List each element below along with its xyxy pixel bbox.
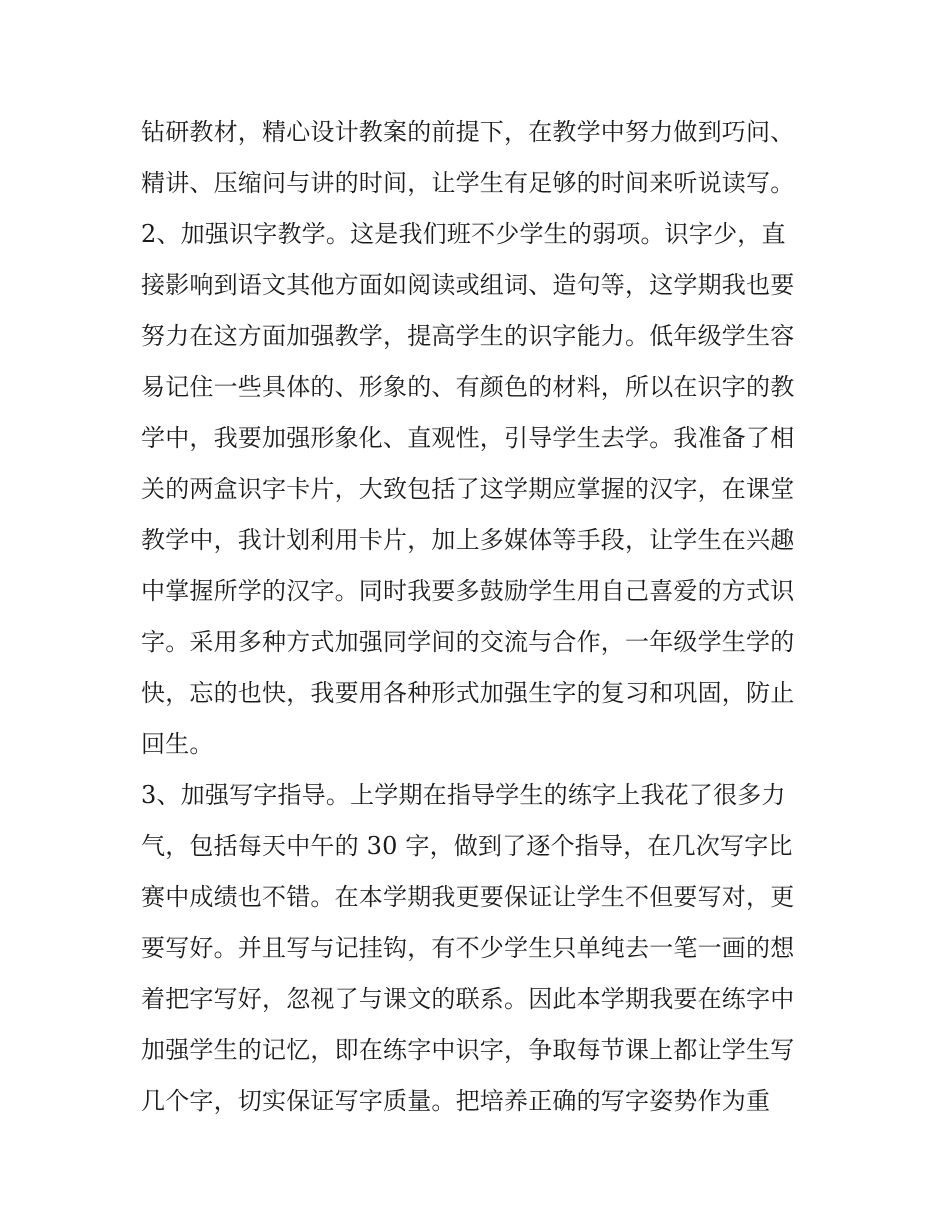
text-line-1: 钻研教材，精心设计教案的前提下，在教学中努力做到巧问、 [141,118,795,146]
text-line-12: 快，忘的也快，我要用各种形式加强生字的复习和巩固，防止 [141,679,795,707]
text-line-11: 字。采用多种方式加强同学间的交流与合作，一年级学生学的 [141,628,795,656]
text-line-18: 着把字写好，忽视了与课文的联系。因此本学期我要在练字中 [141,985,795,1013]
text-line-17: 要写好。并且写与记挂钩，有不少学生只单纯去一笔一画的想 [141,934,795,962]
text-line-16: 赛中成绩也不错。在本学期我更要保证让学生不但要写对，更 [141,883,795,911]
text-line-5: 努力在这方面加强教学，提高学生的识字能力。低年级学生容 [141,322,795,350]
text-line-20: 几个字，切实保证写字质量。把培养正确的写字姿势作为重 [141,1087,771,1115]
text-line-8: 关的两盒识字卡片，大致包括了这学期应掌握的汉字，在课堂 [141,475,795,503]
text-line-19: 加强学生的记忆，即在练字中识字，争取每节课上都让学生写 [141,1036,795,1064]
text-line-13: 回生。 [141,730,214,758]
text-line-9: 教学中，我计划利用卡片，加上多媒体等手段，让学生在兴趣 [141,526,795,554]
text-line-15: 气，包括每天中午的 30 字，做到了逐个指导，在几次写字比 [141,832,793,860]
text-line-3: 2、加强识字教学。这是我们班不少学生的弱项。识字少，直 [141,220,786,248]
body-text [141,107,821,1127]
text-line-6: 易记住一些具体的、形象的、有颜色的材料，所以在识字的教 [141,373,795,401]
text-line-2: 精讲、压缩问与讲的时间，让学生有足够的时间来听说读写。 [141,169,795,197]
text-line-7: 学中，我要加强形象化、直观性，引导学生去学。我准备了相 [141,424,795,452]
text-line-14: 3、加强写字指导。上学期在指导学生的练字上我花了很多力 [141,781,786,809]
text-line-4: 接影响到语文其他方面如阅读或组词、造句等，这学期我也要 [141,271,795,299]
text-line-10: 中掌握所学的汉字。同时我要多鼓励学生用自己喜爱的方式识 [141,577,795,605]
